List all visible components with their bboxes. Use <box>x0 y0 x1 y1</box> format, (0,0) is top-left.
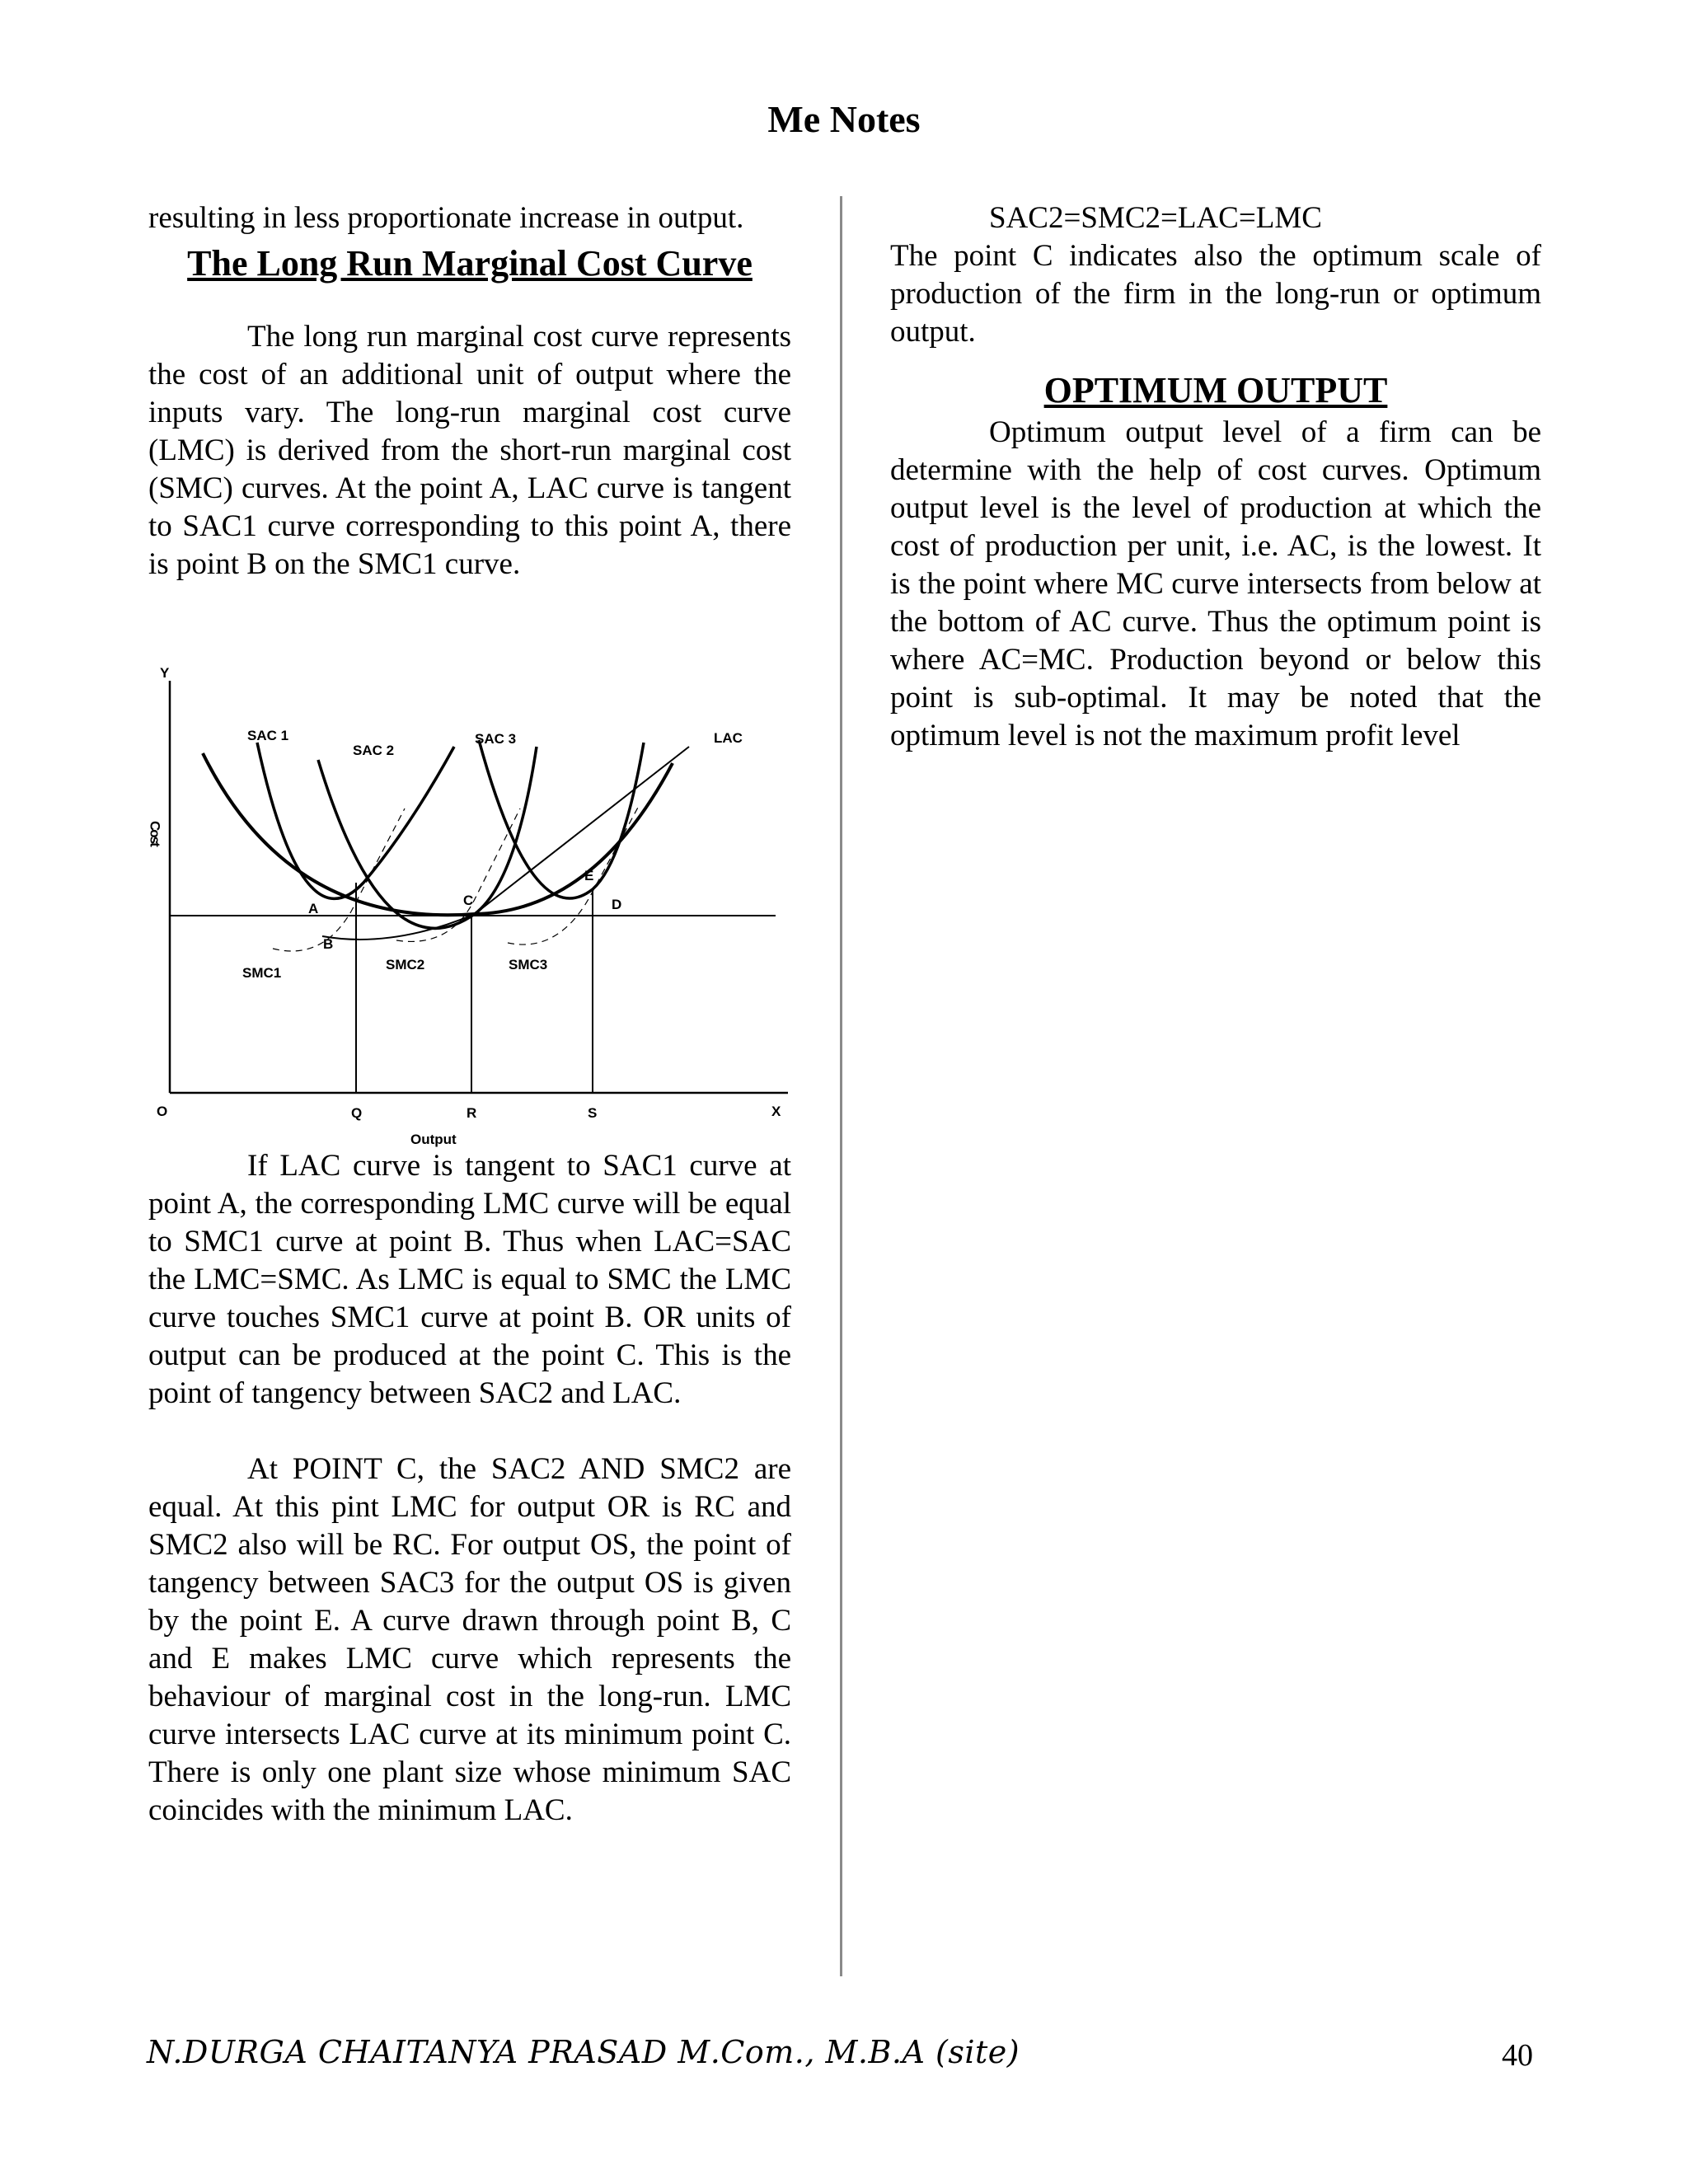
smc2-curve <box>396 808 520 941</box>
tick-r-label: R <box>467 1105 477 1121</box>
sac2-curve <box>318 747 537 928</box>
smc1-curve <box>273 808 405 951</box>
cost-curves-svg <box>145 664 796 1151</box>
tick-q-label: Q <box>351 1105 363 1121</box>
paragraph-lmc-intro: The long run marginal cost curve represents the cost of an additional unit of output where the inputs vary. The long-run marginal cost curve (LMC) is derived from the short-run marginal cost (SMC) curves. At the point A, LAC curve is tangent to SAC1 curve corresponding to this point A, there is point B on the SMC1 curve. <box>148 320 791 581</box>
continuation-paragraph: resulting in less proportionate increase in output. <box>148 201 744 235</box>
section-heading-optimum-output: OPTIMUM OUTPUT <box>1043 370 1388 410</box>
y-axis-label: Y <box>160 665 170 681</box>
left-column-lower <box>148 1147 791 1830</box>
paragraph-optimum-scale: The point C indicates also the optimum scale of production of the firm in the long-run or optimum output. <box>890 239 1541 349</box>
output-axis-title: Output <box>410 1132 457 1147</box>
sac1-curve <box>257 743 454 898</box>
cost-axis-title: Cost <box>147 821 163 846</box>
left-column <box>148 199 791 583</box>
point-c-label: C <box>463 893 474 908</box>
cost-curves-diagram <box>145 664 796 1151</box>
smc1-label: SMC1 <box>242 965 282 981</box>
tick-s-label: S <box>588 1105 598 1121</box>
origin-label: O <box>157 1104 168 1119</box>
column-divider <box>840 196 842 1976</box>
author-signature: N.DURGA CHAITANYA PRASAD M.Com., M.B.A (site) <box>147 2034 1020 2070</box>
section-heading-lmc: The Long Run Marginal Cost Curve <box>187 243 753 284</box>
smc3-label: SMC3 <box>509 957 548 972</box>
page-number: 40 <box>1502 2038 1533 2073</box>
smc3-curve <box>508 804 640 944</box>
point-a-label: A <box>308 901 319 916</box>
equation-line: SAC2=SMC2=LAC=LMC <box>989 201 1322 235</box>
sac1-label: SAC 1 <box>247 728 289 743</box>
sac3-label: SAC 3 <box>475 731 517 747</box>
page-header-title: Me Notes <box>767 98 921 140</box>
paragraph-lac-tangent: If LAC curve is tangent to SAC1 curve at point A, the corresponding LMC curve will be equal to SMC1 curve at point B. Thus when LAC=SAC the LMC=SMC. As LMC is equal to SMC the LMC curve touches SMC1 curve at point B. OR units of output can be produced at the point C. This is the point of tangency between SAC2 and LAC. <box>148 1149 791 1410</box>
right-column <box>890 199 1541 755</box>
point-d-label: D <box>612 897 622 912</box>
point-b-label: B <box>323 936 334 952</box>
paragraph-point-c: At POINT C, the SAC2 AND SMC2 are equal. At this pint LMC for output OR is RC and SMC2 also will be RC. For output OS, the point of tangency between SAC3 for the output OS is given by the point E. A curve drawn through point B, C and E makes LMC curve which represents the behaviour of marginal cost in the long-run. LMC curve intersects LAC curve at its minimum point C. There is only one plant size whose minimum SAC coincides with the minimum LAC. <box>148 1452 791 1827</box>
lac-label: LAC <box>714 730 743 746</box>
point-e-label: E <box>584 868 594 883</box>
x-axis-label: X <box>771 1104 781 1119</box>
paragraph-optimum-output: Optimum output level of a firm can be determine with the help of cost curves. Optimum output level is the level of production at which the cost of production per unit, i.e. AC, is the lowest. It is the point where MC curve intersects from below at the bottom of AC curve. Thus the optimum point is where AC=MC. Production beyond or below this point is sub-optimal. It may be noted that the optimum level is not the maximum profit level <box>890 415 1541 752</box>
sac2-label: SAC 2 <box>353 743 395 758</box>
smc2-label: SMC2 <box>386 957 425 972</box>
